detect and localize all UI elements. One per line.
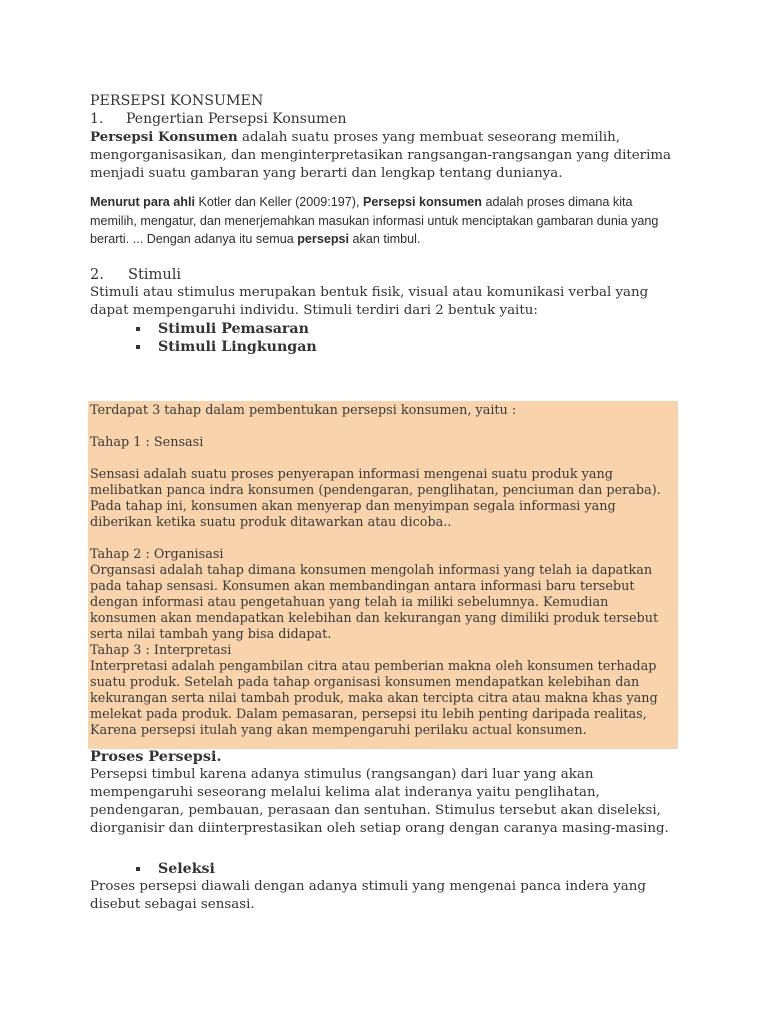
- expert-label: Menurut para ahli: [90, 195, 195, 209]
- definition-text: adalah suatu proses yang membuat seseorang memilih, mengorganisasikan, dan menginterpretasikan rangsangan-rangsangan yang diterima menjadi suatu gambaran yang berarti dan lengkap tentang dunianya.: [90, 130, 672, 181]
- stage-2-text: Organsasi adalah tahap dimana konsumen mengolah informasi yang telah ia dapatkan pada tahap sensasi. Konsumen akan membandingan antara informasi baru tersebut dengan informasi atau pengetahuan yang telah ia miliki sebelumnya. Kemudian konsumen akan mendapatkan kelebihan dan kekurangan yang dimiliki produk tersebut serta nilai tambah yang bisa didapat.: [90, 563, 659, 642]
- expert-source: Kotler dan Keller (2009:197),: [194, 195, 363, 209]
- list-item: [90, 320, 680, 338]
- process-paragraph: Persepsi timbul karena adanya stimulus (rangsangan) dari luar yang akan mempengaruhi seseorang melalui kelima alat inderanya yaitu penglihatan, pendengaran, pembauan, perasaan dan sentuhan. Stimulus tersebut akan diseleksi, diorganisir dan diinterprestasikan oleh setiap orang dengan caranya masing-masing.: [90, 767, 669, 836]
- bullet-icon: [136, 327, 140, 331]
- expert-text-end: akan timbul.: [349, 232, 421, 246]
- definition-paragraph: [90, 128, 680, 183]
- bullet-label: Stimuli Lingkungan: [158, 338, 317, 355]
- section-2-title: Stimuli: [128, 265, 182, 283]
- list-item: [90, 338, 680, 356]
- section-3-title: Proses Persepsi: [90, 748, 217, 765]
- document-body: [90, 92, 680, 356]
- stage-3-title: Tahap 3 : Interpretasi: [90, 643, 232, 658]
- section-1-heading: [90, 110, 680, 128]
- definition-term: Persepsi Konsumen: [90, 129, 238, 145]
- stages-intro: Terdapat 3 tahap dalam pembentukan persepsi konsumen, yaitu :: [90, 403, 517, 418]
- stage-2-title: Tahap 2 : Organisasi: [90, 547, 224, 562]
- stage-1-text: Sensasi adalah suatu proses penyerapan informasi mengenai suatu produk yang melibatkan panca indra konsumen (pendengaran, penglihatan, penciuman dan peraba). Pada tahap ini, konsumen akan menyerap dan menyimpan segala informasi yang diberikan ketika suatu produk ditawarkan atau dicoba..: [90, 467, 661, 530]
- highlighted-stages-box: [88, 401, 678, 749]
- section-3-title-end: .: [216, 748, 222, 765]
- process-section: [90, 748, 680, 914]
- list-item: [90, 860, 680, 878]
- expert-definition-paragraph: [90, 193, 680, 249]
- expert-term-2: persepsi: [297, 232, 350, 246]
- stage-3-text: Interpretasi adalah pengambilan citra atau pemberian makna oleh konsumen terhadap suatu produk. Setelah pada tahap organisasi konsumen mendapatkan kelebihan dan kekurangan serta nilai tambah produk, maka akan tercipta citra atau makna khas yang melekat pada produk. Dalam pemasaran, persepsi itu lebih penting daripada realitas, Karena persepsi itulah yang akan mempengaruhi perilaku actual konsumen.: [90, 659, 658, 738]
- section-3-heading: [90, 748, 680, 766]
- bullet-label: Seleksi: [158, 861, 215, 877]
- document-title: PERSEPSI KONSUMEN: [90, 93, 264, 109]
- section-2-heading: [90, 266, 680, 284]
- process-bullet-list: [90, 860, 680, 878]
- stimuli-paragraph: Stimuli atau stimulus merupakan bentuk fisik, visual atau komunikasi verbal yang dapat mempengaruhi individu. Stimuli terdiri dari 2 bentuk yaitu:: [90, 284, 649, 318]
- section-2-number: 2.: [90, 265, 104, 283]
- stimuli-bullet-list: [90, 320, 680, 356]
- section-1-title: Pengertian Persepsi Konsumen: [126, 111, 347, 127]
- stage-1-title: Tahap 1 : Sensasi: [90, 435, 204, 450]
- bullet-icon: [136, 345, 140, 349]
- selection-paragraph: Proses persepsi diawali dengan adanya stimuli yang mengenai panca indera yang disebut sebagai sensasi.: [90, 879, 646, 912]
- expert-text: adalah proses dimana kita memilih, mengatur, dan menerjemahkan masukan informasi untuk menciptakan gambaran dunia yang berarti. ... Dengan adanya itu semua: [90, 195, 659, 246]
- expert-term: Persepsi konsumen: [363, 195, 482, 209]
- bullet-icon: [136, 867, 140, 871]
- bullet-label: Stimuli Pemasaran: [158, 320, 309, 337]
- section-1-number: 1.: [90, 111, 104, 127]
